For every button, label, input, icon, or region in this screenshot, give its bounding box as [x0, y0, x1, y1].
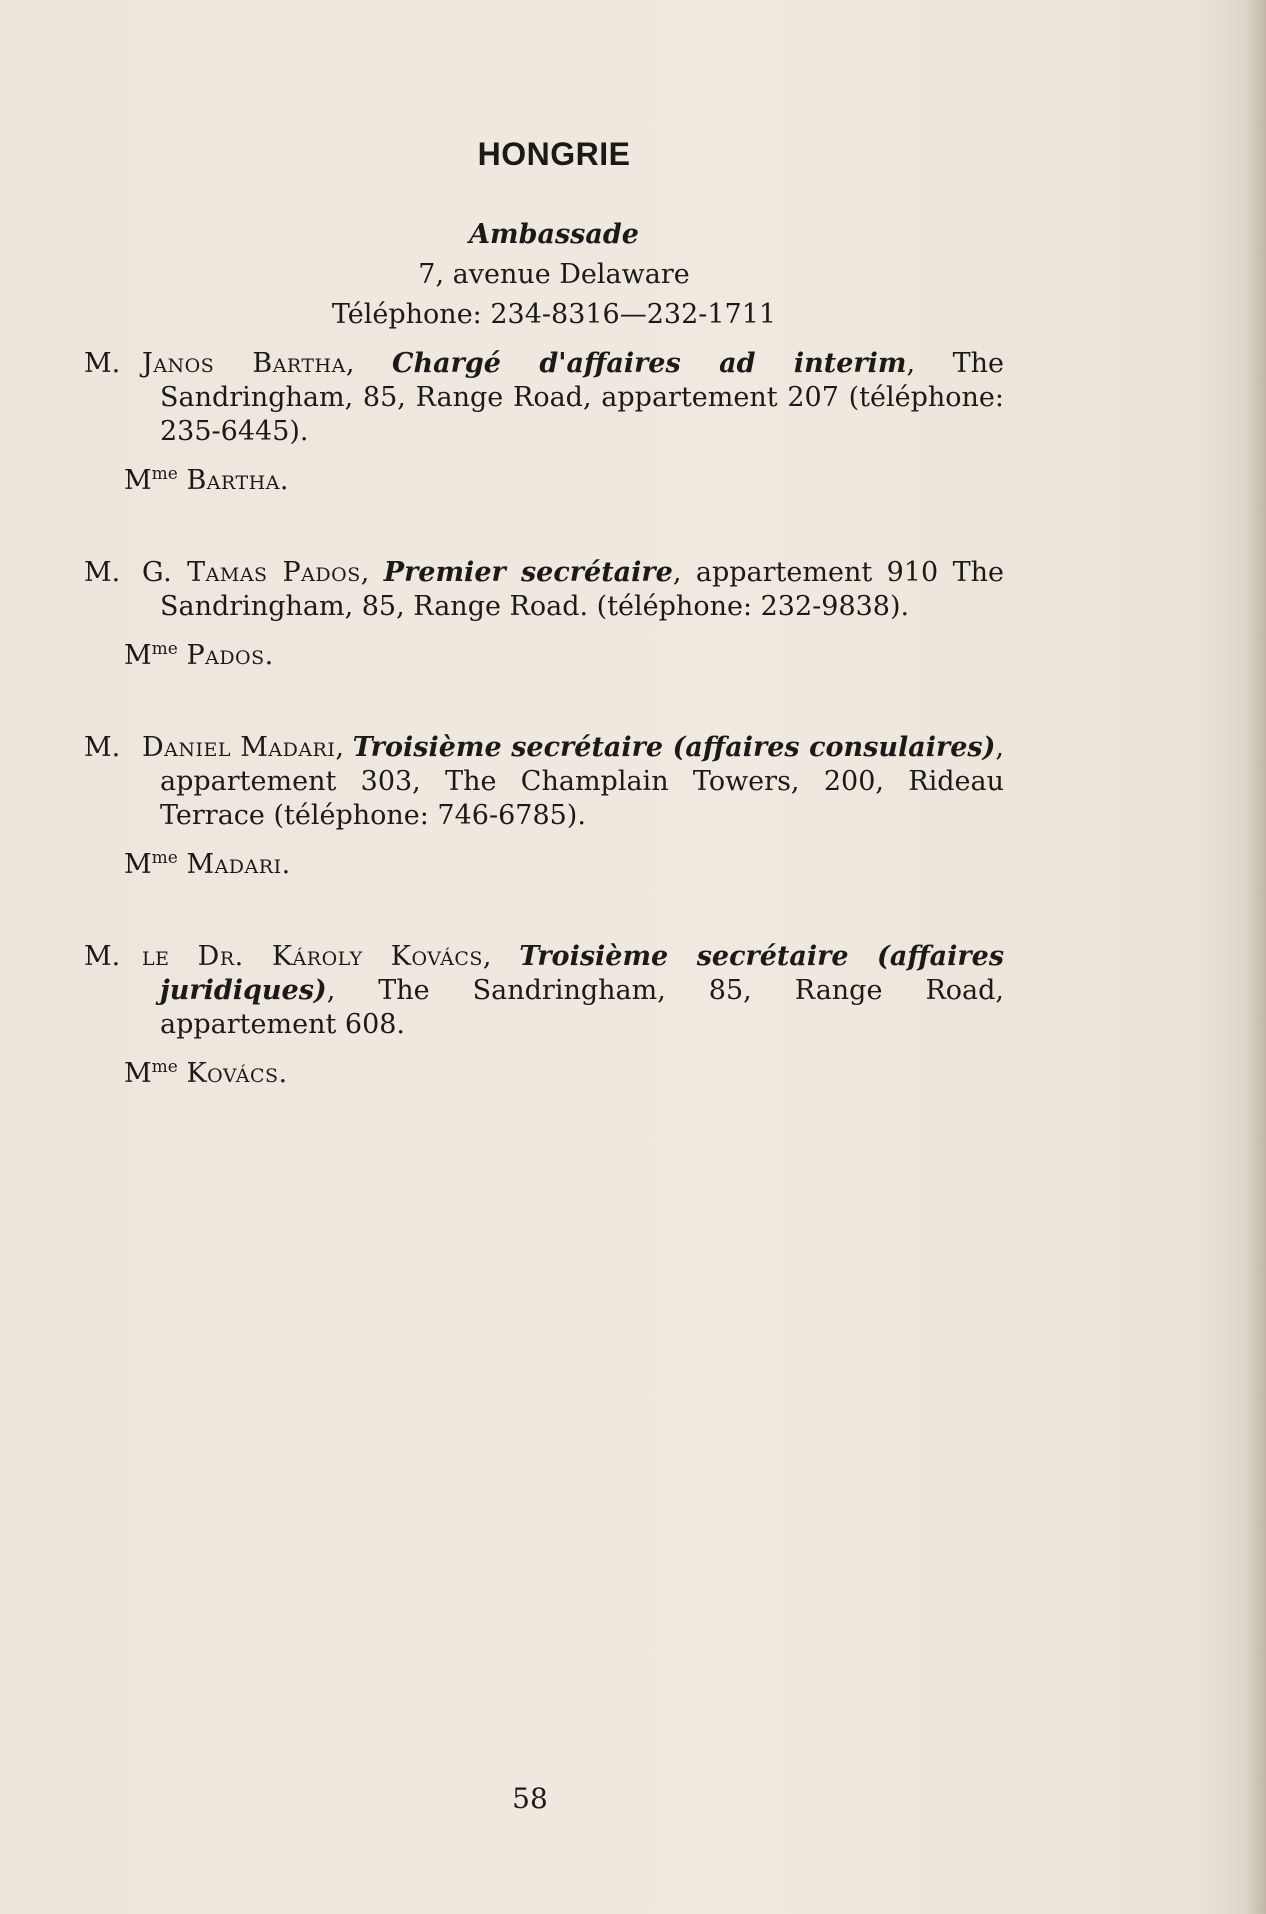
spouse-honorific-sup: me [151, 464, 178, 484]
spouse-honorific: M [124, 640, 152, 671]
staff-title: Troisième secrétaire (affaires juridiques) [160, 941, 1005, 1006]
spouse-line [124, 1050, 1004, 1091]
staff-details: , appartement 910 The Sandringham, 85, Range Road. (téléphone: 232-9838). [160, 557, 1005, 622]
spouse-honorific: M [124, 1058, 152, 1089]
staff-person: M. le Dr. Károly Kovács, Troisième secrétaire (affaires juridiques), The Sandringham, 85, Range Road, appartement 608. [84, 941, 1005, 1040]
staff-title: Premier secrétaire [383, 557, 673, 588]
spouse-line [124, 632, 1004, 673]
spouse-honorific-sup: me [151, 1057, 178, 1077]
staff-details: , appartement 303, The Champlain Towers, 200, Rideau Terrace (téléphone: 746-6785). [160, 732, 1005, 831]
staff-title: Troisième secrétaire (affaires consulaires) [352, 732, 996, 763]
spouse-name: Madari. [186, 849, 291, 880]
spouse-honorific: M [124, 465, 152, 496]
staff-details: , The Sandringham, 85, Range Road, appartement 608. [160, 975, 1004, 1040]
staff-name: G. Tamas Pados [142, 557, 361, 588]
spouse-name: Pados. [186, 640, 274, 671]
staff-details: , The Sandringham, 85, Range Road, appartement 207 (téléphone: 235-6445). [160, 348, 1005, 447]
spouse-line [124, 457, 1004, 498]
spouse-honorific-sup: me [151, 848, 178, 868]
staff-entry [84, 731, 1004, 882]
honorific: M. [84, 557, 121, 588]
section-subtitle: Ambassade [469, 219, 639, 250]
embassy-telephone: Téléphone: 234-8316—232-1711 [331, 299, 777, 330]
staff-entry [84, 940, 1004, 1091]
embassy-address: 7, avenue Delaware [418, 259, 690, 290]
country-heading: HONGRIE [477, 136, 631, 172]
staff-name: Daniel Madari [142, 732, 336, 763]
staff-title: Chargé d'affaires ad interim [392, 348, 907, 379]
spouse-line [124, 841, 1004, 882]
page-content [84, 136, 1004, 1149]
staff-entry [84, 556, 1004, 673]
honorific: M. [84, 348, 121, 379]
honorific: M. [84, 941, 121, 972]
spouse-name: Kovács. [186, 1058, 288, 1089]
page-number: 58 [512, 1782, 548, 1815]
staff-person: M. Daniel Madari, Troisième secrétaire (affaires consulaires), appartement 303, The Champlain Towers, 200, Rideau Terrace (téléphone: 746-6785). [84, 732, 1005, 831]
spouse-honorific-sup: me [151, 639, 178, 659]
page-gutter-shadow [1244, 0, 1266, 1914]
staff-list [84, 347, 1004, 1091]
spouse-name: Bartha. [186, 465, 290, 496]
honorific: M. [84, 732, 121, 763]
staff-person: M. Janos Bartha, Chargé d'affaires ad interim, The Sandringham, 85, Range Road, appartement 207 (téléphone: 235-6445). [84, 348, 1005, 447]
staff-name: Janos Bartha [142, 348, 346, 379]
staff-name: le Dr. Károly Kovács [142, 941, 483, 972]
spouse-honorific: M [124, 849, 152, 880]
staff-entry [84, 347, 1004, 498]
staff-person: M. G. Tamas Pados, Premier secrétaire, appartement 910 The Sandringham, 85, Range Road. (téléphone: 232-9838). [84, 557, 1005, 622]
